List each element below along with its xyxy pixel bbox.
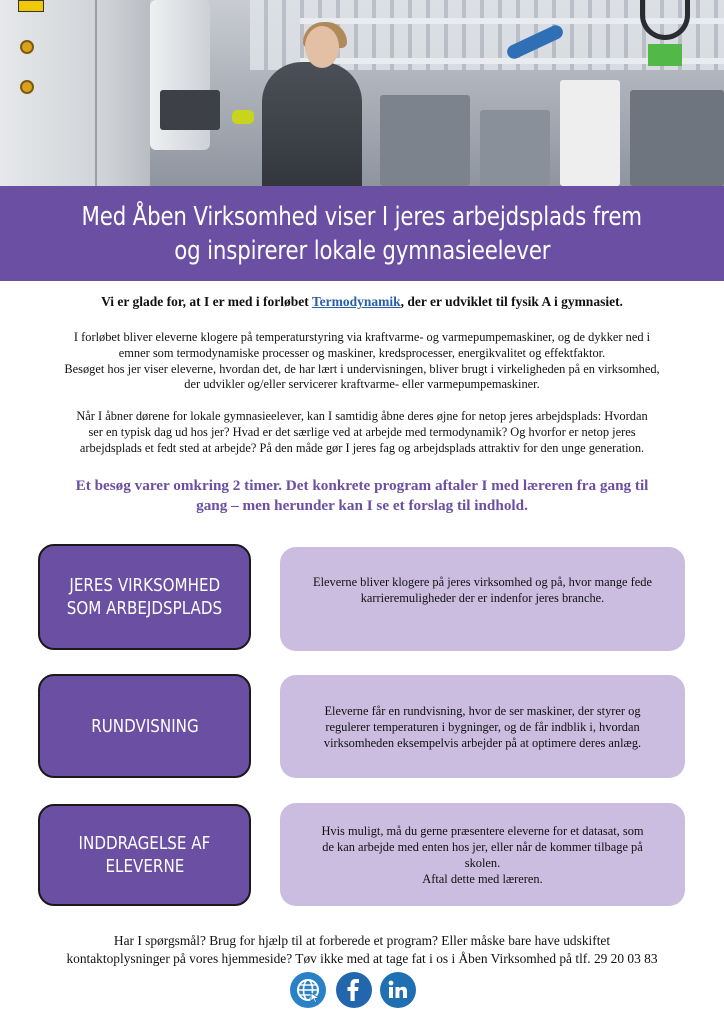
machine [380, 95, 470, 186]
worker-head [305, 26, 339, 68]
program-description-involvement [280, 803, 685, 906]
description-line: regulerer temperaturen i bygninger, og de får indblik i, hvordan [325, 719, 640, 734]
green-box [648, 44, 682, 66]
footer-line: Har I spørgsmål? Brug for hjælp til at forberede et program? Eller måske bare have udskiftet [113, 933, 611, 948]
page-title-line-1: Med Åben Virksomhed viser I jeres arbejdsplads frem [81, 201, 643, 232]
intro-paragraph [30, 330, 694, 393]
knob-icon [20, 80, 34, 94]
topic-label-line: INDDRAGELSE AF [78, 833, 211, 854]
topic-label-line: ELEVERNE [105, 856, 184, 877]
visit-note-line: gang – men herunder kan I se et forslag til indhold. [196, 497, 528, 514]
description-line: Eleverne får en rundvisning, hvor de ser maskiner, der styrer og [324, 703, 641, 718]
worker [262, 62, 362, 186]
termodynamik-link[interactable]: Termodynamik [311, 294, 401, 309]
paragraph-line: I forløbet bliver eleverne klogere på temperaturstyring via kraftvarme- og varmepumpemaskiner, og de dykker ned i [73, 330, 651, 344]
program-topic-involvement [38, 804, 251, 906]
program-topic-workplace [38, 544, 251, 650]
worker-glove [232, 110, 254, 124]
paragraph-line: Når I åbner dørene for lokale gymnasieelever, kan I samtidig åbne deres øjne for netop jeres arbejdsplads: Hvordan [76, 409, 648, 423]
intro-lead [20, 292, 704, 312]
machine [630, 90, 724, 186]
knob-icon [20, 40, 34, 54]
facebook-icon[interactable] [336, 972, 372, 1008]
description-line: skolen. [464, 855, 501, 870]
paragraph-line: arbejdsplads et fedt sted at arbejde? På den måde gør I jeres fag og arbejdsplads attraktiv for den unge generation. [79, 440, 645, 455]
cabinet-door-line [95, 0, 97, 186]
page-title-line-2: og inspirerer lokale gymnasieelever [173, 235, 551, 266]
program-topic-tour [38, 674, 251, 778]
contact-footer [20, 932, 704, 967]
description-line: Eleverne bliver klogere på jeres virksomhed og på, hvor mange fede [313, 575, 652, 589]
machine [480, 110, 550, 186]
website-icon[interactable] [290, 972, 326, 1008]
topic-label-line: JERES VIRKSOMHED [69, 575, 220, 596]
linkedin-icon[interactable] [380, 972, 416, 1008]
description-line: Hvis muligt, må du gerne præsentere eleverne for et datasat, som [321, 823, 644, 838]
intro-lead-text-end: , der er udviklet til fysik A i gymnasiet. [400, 294, 623, 309]
paragraph-line: emner som termodynamiske processer og maskiner, kredsprocesser, energikvalitet og effektfaktor. [118, 345, 606, 360]
topic-label-line: SOM ARBEJDSPLADS [66, 598, 223, 619]
visit-duration-note [40, 476, 684, 516]
title-banner [0, 186, 724, 281]
paragraph-line: Besøget hos jer viser eleverne, hvordan det, de har lært i undervisningen, bliver brugt i virkeligheden på en virksomhed, [64, 361, 660, 376]
topic-label-line: RUNDVISNING [90, 715, 199, 737]
benefits-paragraph [30, 409, 694, 456]
description-line: Aftal dette med læreren. [422, 871, 543, 886]
description-line: virksomheden eksempelvis arbejder på at optimere deres anlæg. [323, 735, 642, 750]
program-description-tour [280, 675, 685, 778]
control-panel [160, 90, 220, 130]
control-cabinet [0, 0, 150, 186]
footer-line: kontaktoplysninger på vores hjemmeside? Tøv ikke med at tage fat i os i Åben Virksomhed på tlf. 29 20 03 83 [66, 950, 658, 966]
program-description-workplace [280, 547, 685, 651]
paragraph-line: der udvikler og/eller servicerer kraftvarme- eller varmepumpemaskiner. [184, 377, 540, 392]
visit-note-line: Et besøg varer omkring 2 timer. Det konkrete program aftaler I med læreren fra gang til [75, 477, 649, 494]
description-line: de kan arbejde med enten hos jer, eller når de kommer tilbage på [322, 839, 643, 854]
intro-lead-text: Vi er glade for, at I er med i forløbet [101, 294, 312, 309]
warning-sign-icon [18, 0, 44, 12]
machine [560, 80, 620, 186]
paragraph-line: ser en typisk dag ud hos jer? Hvad er det særlige ved at arbejde med termodynamik? Og hvorfor er netop jeres [88, 424, 636, 439]
hero-photo [0, 0, 724, 186]
description-line: karrieremuligheder der er indenfor jeres branche. [360, 591, 605, 605]
